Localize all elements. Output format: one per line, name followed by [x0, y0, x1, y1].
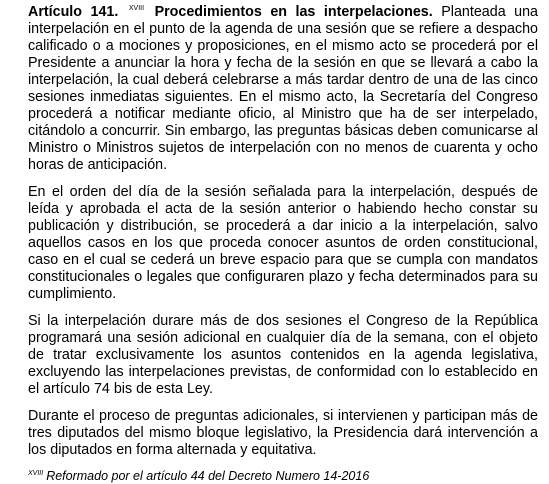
article-title: Procedimientos en las interpelaciones. — [154, 4, 433, 20]
article-paragraph-4: Durante el proceso de preguntas adicionales, si intervienen y participan más de tres diputados del mismo bloque legislativo, la Presidencia dará intervención a los diputados en forma alternada y equitativa. — [28, 408, 538, 458]
footnote — [28, 469, 538, 484]
article-paragraph-3: Si la interpelación durare más de dos sesiones el Congreso de la República programará una sesión adicional en cualquier día de la semana, con el objeto de tratar exclusivamente los asuntos contenidos en la agenda legislativa, excluyendo las interpelaciones previstas, de conformidad con lo establecido en el artículo 74 bis de esta Ley. — [28, 313, 538, 397]
footnote-text: Reformado por el artículo 44 del Decreto Numero 14-2016 — [46, 469, 370, 483]
article-paragraph-2: En el orden del día de la sesión señalada para la interpelación, después de leída y aprobada el acta de la sesión anterior o habiendo hecho constar su publicación y distribución, se procederá a dar inicio a la interpelación, salvo aquellos casos en los que proceda conocer asuntos de orden constitucional, caso en el cual se cederá un breve espacio para que se cumpla con mandatos constitucionales o legales que configuraren plazo y fecha determinados para su cumplimiento. — [28, 184, 538, 302]
document-page — [28, 4, 538, 484]
footnote-marker: XVIII — [28, 470, 44, 477]
footnote-reference: XVIII — [128, 5, 145, 12]
article-number: Artículo 141. — [28, 4, 119, 20]
article-first-paragraph — [28, 4, 538, 174]
article-first-text: Planteada una interpelación en el punto de la agenda de una sesión que se refiere a despacho calificado o a mociones y proposiciones, en el mismo acto se procederá por el Presidente a anunciar la hora y fecha de la sesión en que se llevará a cabo la interpelación, la cual deberá celebrarse a más tardar dentro de una de las cinco sesiones inmediatas siguientes. En el mismo acto, la Secretaría del Congreso procederá a notificar mediante oficio, al Ministro que ha de ser interpelado, citándolo a concurrir. Sin embargo, las preguntas básicas deben comunicarse al Ministro o Ministros sujetos de interpelación con no menos de cuarenta y ocho horas de anticipación. — [28, 4, 538, 173]
